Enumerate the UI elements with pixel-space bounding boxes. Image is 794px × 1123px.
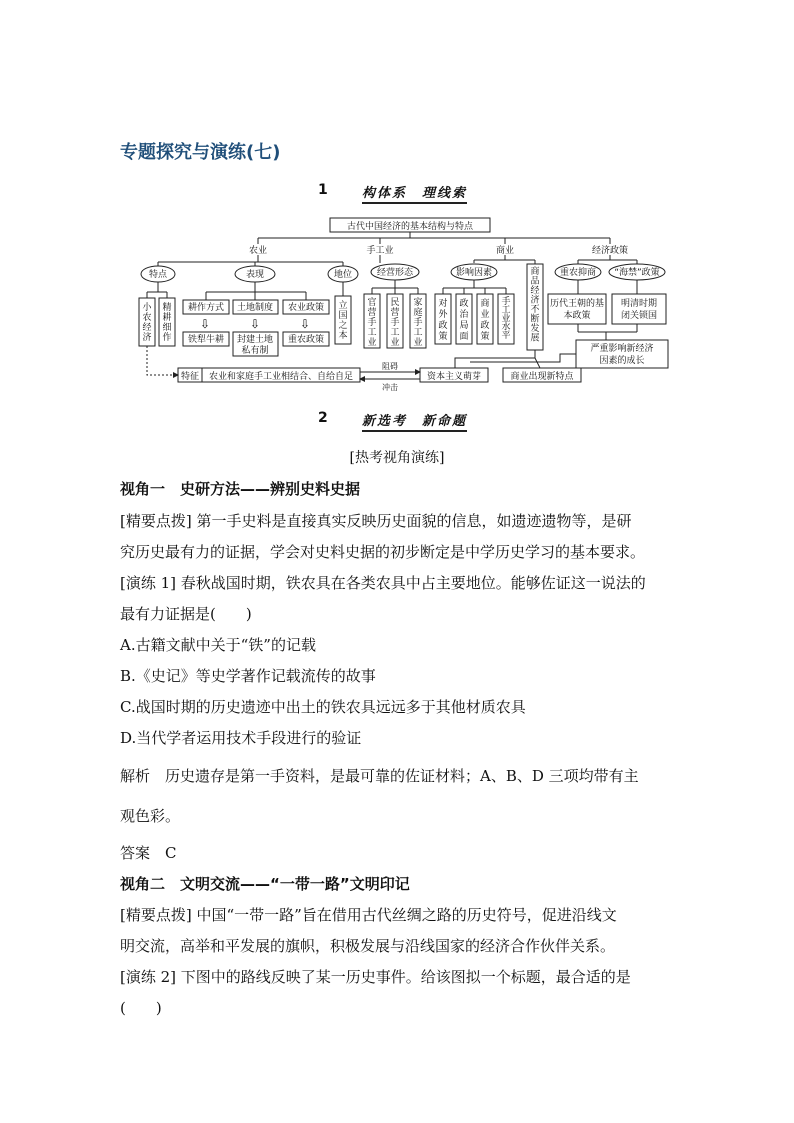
analysis-line: 解析 历史遗存是第一手资料，是最可靠的佐证材料；A、B、D 三项均带有主 [120, 767, 639, 785]
vbox-lizhi: 立国之本 [338, 301, 348, 341]
box-tieli: 铁犁牛耕 [187, 335, 225, 345]
oval-biaoxian: 表现 [245, 270, 265, 280]
vbox-minying: 民营手工业 [390, 298, 400, 348]
page-title: 专题探究与演练(七) [120, 142, 281, 163]
vbox-xiaonong: 小农经济 [142, 303, 152, 343]
question1-line: [演练 1] 春秋战国时期，铁农具在各类农具中占主要地位。能够佐证这一说法的 [120, 574, 646, 592]
view2-tip-line: [精要点拨] 中国“一带一路”旨在借用古代丝绸之路的历史符号，促进沿线文 [120, 906, 617, 924]
down-arrow-icon: ⇩ [300, 317, 311, 331]
oval-diwei: 地位 [333, 270, 353, 280]
vbox-jinggeng: 精耕细作 [162, 303, 172, 343]
branch-commerce: 商业 [495, 246, 515, 256]
box-jiehe: 农业和家庭手工业相结合、自给自足 [208, 372, 354, 382]
box-mingqing: 明清时期闭关锁国 [620, 299, 658, 321]
branch-policy: 经济政策 [591, 246, 629, 256]
down-arrow-icon: ⇩ [250, 317, 261, 331]
box-tudi: 土地制度 [236, 303, 274, 313]
view1-tip-line: [精要点拨] 第一手史料是直接真实反映历史面貌的信息，如遗迹遗物等，是研 [120, 512, 632, 530]
section2-label: 新选考 新命题 [362, 410, 467, 432]
option-c[interactable]: C.战国时期的历史遗迹中出土的铁农具远远多于其他材质农具 [120, 698, 526, 716]
vbox-shangye: 商业政策 [480, 299, 490, 342]
analysis-line: 观色彩。 [120, 807, 181, 825]
knowledge-mindmap [0, 0, 794, 400]
arrow-label-chongji: 冲击 [382, 383, 398, 392]
oval-jingying: 经营形态 [376, 268, 414, 278]
vbox-zhengzhi: 政治局面 [459, 299, 469, 342]
view2-heading: 视角二 文明交流——“一带一路”文明印记 [120, 875, 410, 893]
box-tezheng: 特征 [180, 372, 200, 382]
oval-yingxiang: 影响因素 [455, 268, 493, 278]
oval-zhongnong: 重农抑商 [559, 268, 597, 278]
box-yanzhong: 严重影响新经济因素的成长 [590, 344, 654, 366]
view1-heading: 视角一 史研方法——辨别史料史据 [120, 480, 361, 498]
box-xintedian: 商业出现新特点 [510, 372, 574, 382]
oval-haijin: “海禁”政策 [614, 268, 660, 278]
vbox-jiating: 家庭手工业 [413, 298, 423, 348]
option-a[interactable]: A.古籍文献中关于“铁”的记载 [120, 636, 316, 654]
branch-handicraft: 手工业 [366, 246, 394, 256]
view1-tip-line: 究历史最有力的证据，学会对史料史据的初步断定是中学历史学习的基本要求。 [120, 543, 646, 561]
box-zhongnongzc: 重农政策 [287, 335, 325, 345]
vbox-shangpin: 商品经济不断发展 [530, 267, 540, 344]
question2-line: [演练 2] 下图中的路线反映了某一历史事件。给该图拟一个标题，最合适的是 [120, 968, 631, 986]
option-d[interactable]: D.当代学者运用技术手段进行的验证 [120, 729, 362, 747]
answer: 答案 C [120, 844, 177, 862]
arrow-label-zuai: 阻碍 [382, 362, 398, 371]
branch-agriculture: 农业 [248, 246, 268, 256]
view2-tip-line: 明交流，高举和平发展的旗帜，积极发展与沿线国家的经济合作伙伴关系。 [120, 937, 616, 955]
box-fengjian: 封建土地私有制 [236, 335, 274, 356]
vbox-guanying: 官营手工业 [367, 298, 377, 348]
box-nongye: 农业政策 [287, 303, 325, 313]
subtitle: [热考视角演练] [349, 450, 445, 466]
box-ziben: 资本主义萌芽 [426, 372, 482, 382]
section2-number: 2 [318, 410, 328, 426]
oval-tedian: 特点 [148, 270, 168, 280]
question2-line: ( ) [120, 999, 162, 1017]
down-arrow-icon: ⇩ [200, 317, 211, 331]
question1-line: 最有力证据是( ) [120, 605, 252, 623]
box-gengzuo: 耕作方式 [187, 303, 225, 313]
vbox-duiwai: 对外政策 [438, 299, 448, 342]
option-b[interactable]: B.《史记》等史学著作记载流传的故事 [120, 667, 376, 685]
box-lidai: 历代王朝的基本政策 [549, 299, 605, 321]
vbox-shougong: 手工业水平 [501, 297, 511, 341]
section1-number: 1 [318, 182, 328, 198]
mindmap-root: 古代中国经济的基本结构与特点 [346, 222, 474, 232]
section1-label: 构体系 理线索 [362, 182, 467, 204]
